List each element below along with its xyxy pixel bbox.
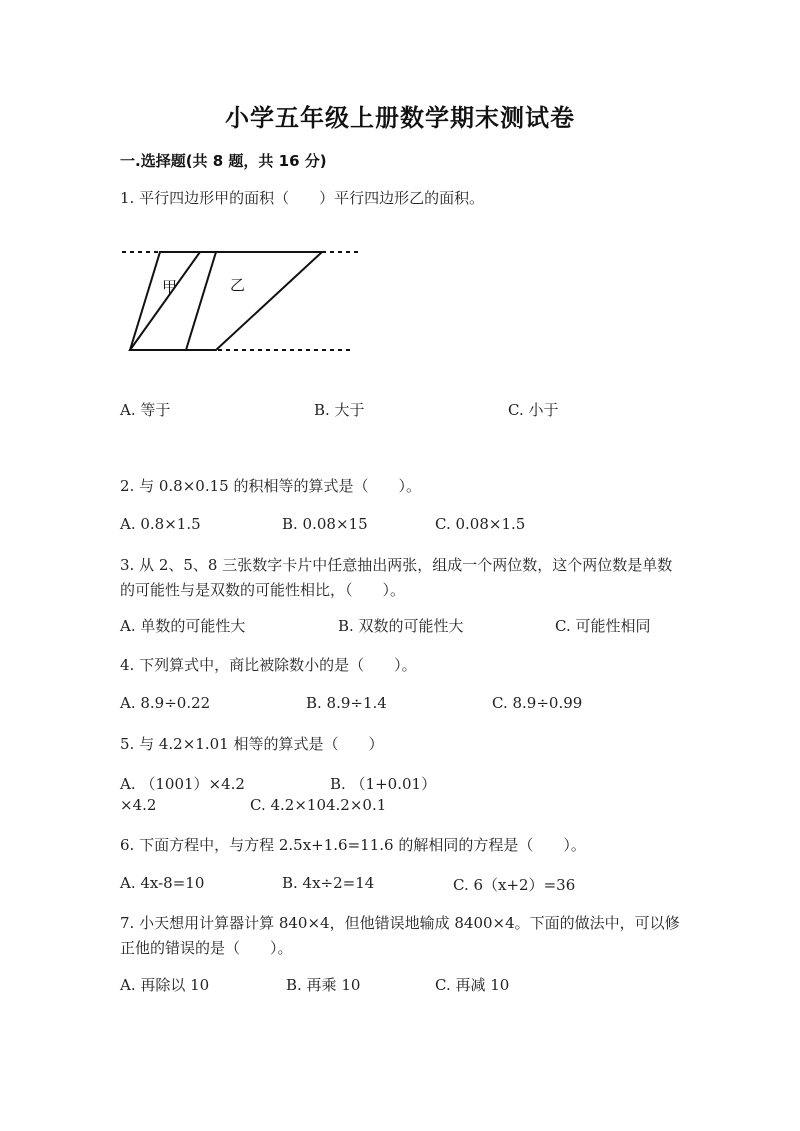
q2-option-c: C. 0.08×1.5 <box>435 515 526 533</box>
q5-option-b: B. （1+0.01） <box>330 775 437 793</box>
question-3: 3. 从 2、5、8 三张数字卡片中任意抽出两张，组成一个两位数，这个两位数是单数的可能性与是双数的可能性相比，（ ）。 <box>120 556 673 599</box>
q7-option-a: A. 再除以 10 <box>120 976 210 994</box>
question-5: 5. 与 4.2×1.01 相等的算式是（ ） <box>120 735 384 753</box>
q4-option-b: B. 8.9÷1.4 <box>306 694 387 712</box>
q2-option-a: A. 0.8×1.5 <box>120 515 201 533</box>
label-yi: 乙 <box>230 276 246 294</box>
q3-option-c: C. 可能性相同 <box>555 617 651 635</box>
q5-option-a: A. （1001）×4.2 <box>120 775 245 793</box>
question-4: 4. 下列算式中，商比被除数小的是（ ）。 <box>120 656 417 674</box>
parallelogram-jia <box>130 252 216 350</box>
section-heading: 一.选择题(共 8 题，共 16 分) <box>120 152 327 170</box>
question-2: 2. 与 0.8×0.15 的积相等的算式是（ ）。 <box>120 477 421 495</box>
q1-option-a: A. 等于 <box>120 401 171 419</box>
question-7: 7. 小天想用计算器计算 840×4，但他错误地输成 8400×4。下面的做法中，可以修正他的错误的是（ ）。 <box>120 914 680 957</box>
q5-option-c: C. 4.2×104.2×0.1 <box>250 796 387 814</box>
q6-option-b: B. 4x÷2=14 <box>282 874 375 892</box>
page-title: 小学五年级上册数学期末测试卷 <box>225 104 575 132</box>
parallelogram-figure <box>118 240 368 358</box>
q3-option-b: B. 双数的可能性大 <box>338 617 464 635</box>
parallelogram-yi <box>130 252 322 350</box>
question-6: 6. 下面方程中，与方程 2.5x+1.6=11.6 的解相同的方程是（ ）。 <box>120 836 586 854</box>
q4-option-a: A. 8.9÷0.22 <box>120 694 211 712</box>
q6-option-c: C. 6（x+2）=36 <box>453 876 576 894</box>
question-1: 1. 平行四边形甲的面积（ ）平行四边形乙的面积。 <box>120 189 485 207</box>
q7-option-c: C. 再减 10 <box>435 976 510 994</box>
q7-option-b: B. 再乘 10 <box>286 976 361 994</box>
q4-option-c: C. 8.9÷0.99 <box>492 694 583 712</box>
q5-option-b-cont: ×4.2 <box>120 796 157 814</box>
q1-option-c: C. 小于 <box>508 401 559 419</box>
q2-option-b: B. 0.08×15 <box>282 515 368 533</box>
q6-option-a: A. 4x-8=10 <box>120 874 205 892</box>
q3-option-a: A. 单数的可能性大 <box>120 617 246 635</box>
q1-option-b: B. 大于 <box>314 401 365 419</box>
label-jia: 甲 <box>162 278 178 296</box>
